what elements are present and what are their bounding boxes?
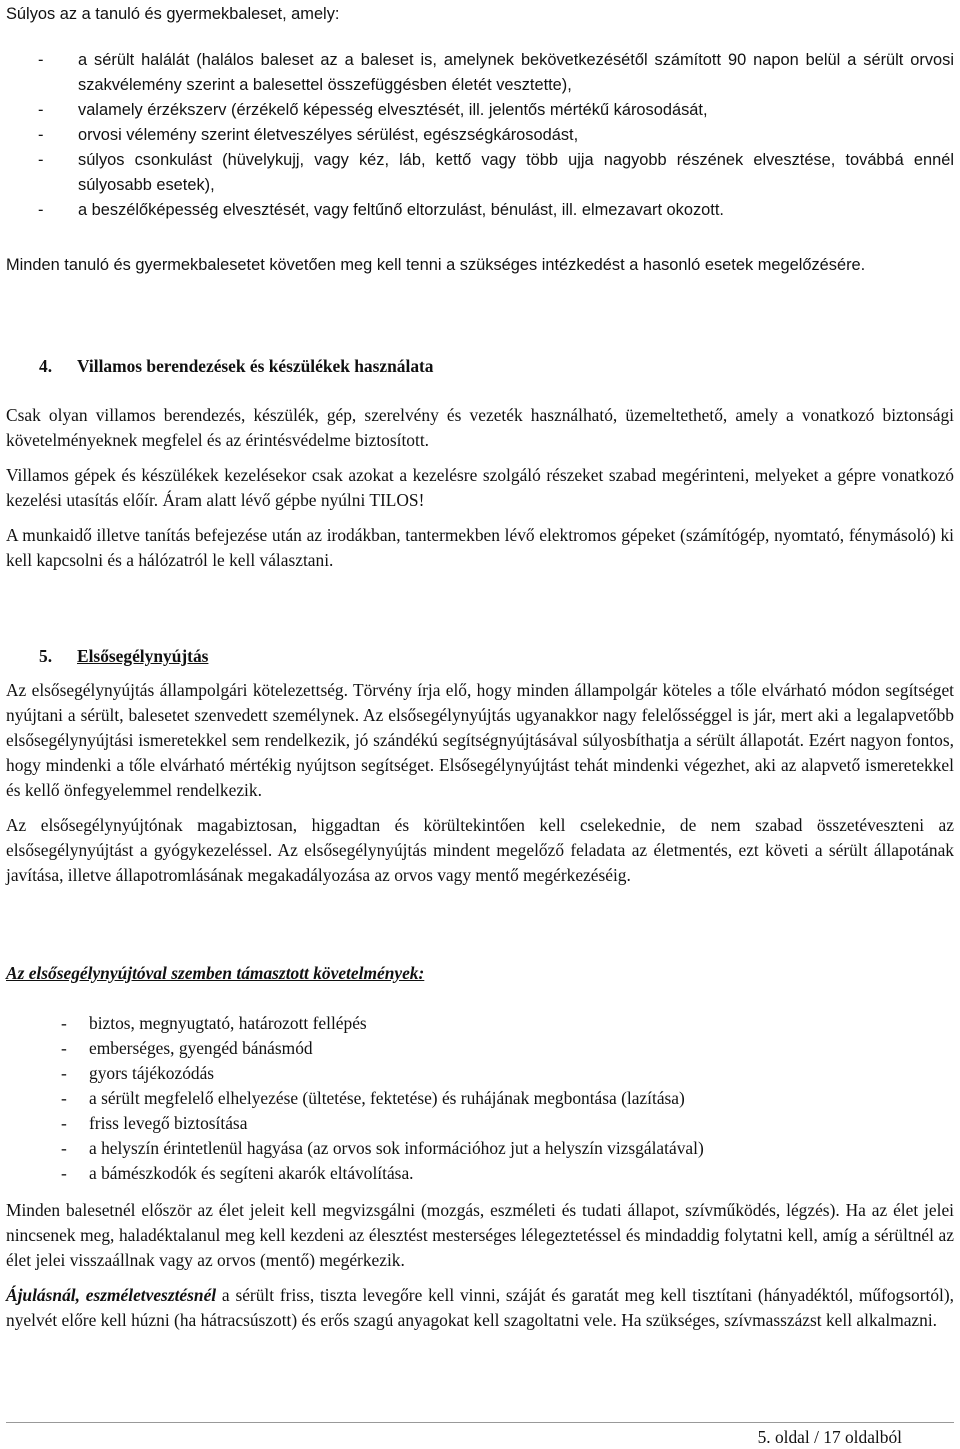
section-5-number: 5. xyxy=(39,646,53,666)
fainting-text: a sérült friss, tiszta levegőre kell vinni, száját és garatát meg kell tisztítani (hányadéktól, műfogsortól), nyelvét előre kell húzni (ha hátracsúszott) és erős szagú anyagokat kell szagoltatni vele. Ha szükséges, szívmasszázst kell alkalmazni. xyxy=(6,1285,954,1330)
requirements-heading: Az elsősegélynyújtóval szemben támasztott követelmények: xyxy=(6,963,425,983)
footer-divider xyxy=(6,1422,954,1423)
list-item: - emberséges, gyengéd bánásmód xyxy=(6,1036,954,1061)
list-item: - a beszélőképesség elvesztését, vagy feltűnő eltorzulást, bénulást, ill. elmezavart okozott. xyxy=(6,198,954,223)
list-item: - biztos, megnyugtató, határozott fellépés xyxy=(6,1011,954,1036)
list-item: - a sérült megfelelő elhelyezése (ültetése, fektetése) és ruhájának megbontása (lazítása) xyxy=(6,1086,954,1111)
severe-accident-list xyxy=(6,48,954,223)
section-5-title: Elsősegélynyújtás xyxy=(77,646,209,666)
list-item: - a sérült halálát (halálos baleset az a baleset is, amelynek bekövetkezésétől számított 90 napon belül a sérült orvosi szakvélemény szerint a balesettel összefüggésben életét vesztette), xyxy=(6,48,954,98)
list-item: - friss levegő biztosítása xyxy=(6,1111,954,1136)
prevention-paragraph: Minden tanuló és gyermekbalesetet követően meg kell tenni a szükséges intézkedést a hasonló esetek megelőzésére. xyxy=(6,256,866,274)
section-5-body xyxy=(6,678,954,898)
fainting-paragraph xyxy=(6,1283,954,1333)
vital-signs-paragraph: Minden balesetnél először az élet jeleit kell megvizsgálni (mozgás, eszméleti és tudati állapot, szívműködés, légzés). Ha az élet jelei nincsenek meg, haladéktalanul meg kell kezdeni az élesztést mesterséges lélegeztetéssel és mindaddig folytatni kell, amíg a sérültnél az élet jelei visszaállnak vagy az orvos (mentő) megérkezik. xyxy=(6,1200,954,1270)
fainting-label: Ájulásnál, eszméletvesztésnél xyxy=(6,1285,217,1305)
paragraph: Villamos gépek és készülékek kezelésekor csak azokat a kezelésre szolgáló részeket szabad megérinteni, melyeket a gépre vonatkozó kezelési utasítás előír. Áram alatt lévő gépbe nyúlni TILOS! xyxy=(6,465,954,510)
list-item: - orvosi vélemény szerint életveszélyes sérülést, egészségkárosodást, xyxy=(6,123,954,148)
section-4-body xyxy=(6,403,954,583)
list-item: - a helyszín érintetlenül hagyása (az orvos sok információhoz jut a helyszín vizsgálatával) xyxy=(6,1136,954,1161)
paragraph: A munkaidő illetve tanítás befejezése után az irodákban, tantermekben lévő elektromos gépeket (számítógép, nyomtató, fénymásoló) ki kell kapcsolni és a hálózatról le kell választani. xyxy=(6,525,954,570)
requirements-list xyxy=(6,1011,954,1186)
list-item: - valamely érzékszerv (érzékelő képesség elvesztését, ill. jelentős mértékű károsodását, xyxy=(6,98,954,123)
section-4-title: Villamos berendezések és készülékek használata xyxy=(77,356,434,376)
section-5-heading xyxy=(39,644,208,669)
list-item: - súlyos csonkulást (hüvelykujj, vagy kéz, láb, kettő vagy több ujja nagyobb részének elvesztése, továbbá ennél súlyosabb esetek), xyxy=(6,148,954,198)
list-item: - a bámészkodók és segíteni akarók eltávolítása. xyxy=(6,1161,954,1186)
page-number: 5. oldal / 17 oldalból xyxy=(757,1427,902,1447)
paragraph: Csak olyan villamos berendezés, készülék, gép, szerelvény és vezeték használható, üzemeltethető, amely a vonatkozó biztonsági követelményeknek megfelel és az érintésvédelme biztosított. xyxy=(6,405,954,450)
list-item: - gyors tájékozódás xyxy=(6,1061,954,1086)
section-4-heading xyxy=(39,354,434,379)
severe-accident-intro: Súlyos az a tanuló és gyermekbaleset, amely: xyxy=(6,5,340,23)
paragraph: Az elsősegélynyújtás állampolgári kötelezettség. Törvény írja elő, hogy minden állampolgár köteles a tőle elvárható módon segítséget nyújtani a sérült, balesetet szenvedett személynek. Az elsősegélynyújtás ugyanakkor nagy felelősséggel is jár, mert aki a legalapvetőbb elsősegélynyújtási ismeretekkel sem rendelkezik, jó szándékú segítségnyújtásával súlyosbíthatja a sérült állapotát. Ezért nagyon fontos, hogy mindenki a tőle elvárható mértékig nyújtson segítséget. Elsősegélynyújtást tehát mindenki végezhet, aki az alapvető ismeretekkel és kellő önfegyelemmel rendelkezik. xyxy=(6,680,954,800)
paragraph: Az elsősegélynyújtónak magabiztosan, higgadtan és körültekintően kell cselekednie, de nem szabad összetéveszteni az elsősegélynyújtást a gyógykezeléssel. Az elsősegélynyújtás mindent megelőző feladata az életmentés, ezt követi a sérült állapotának javítása, illetve állapotromlásának megakadályozása az orvos vagy mentő megérkezéséig. xyxy=(6,815,954,885)
final-paragraphs xyxy=(6,1198,954,1343)
section-4-number: 4. xyxy=(39,356,53,376)
